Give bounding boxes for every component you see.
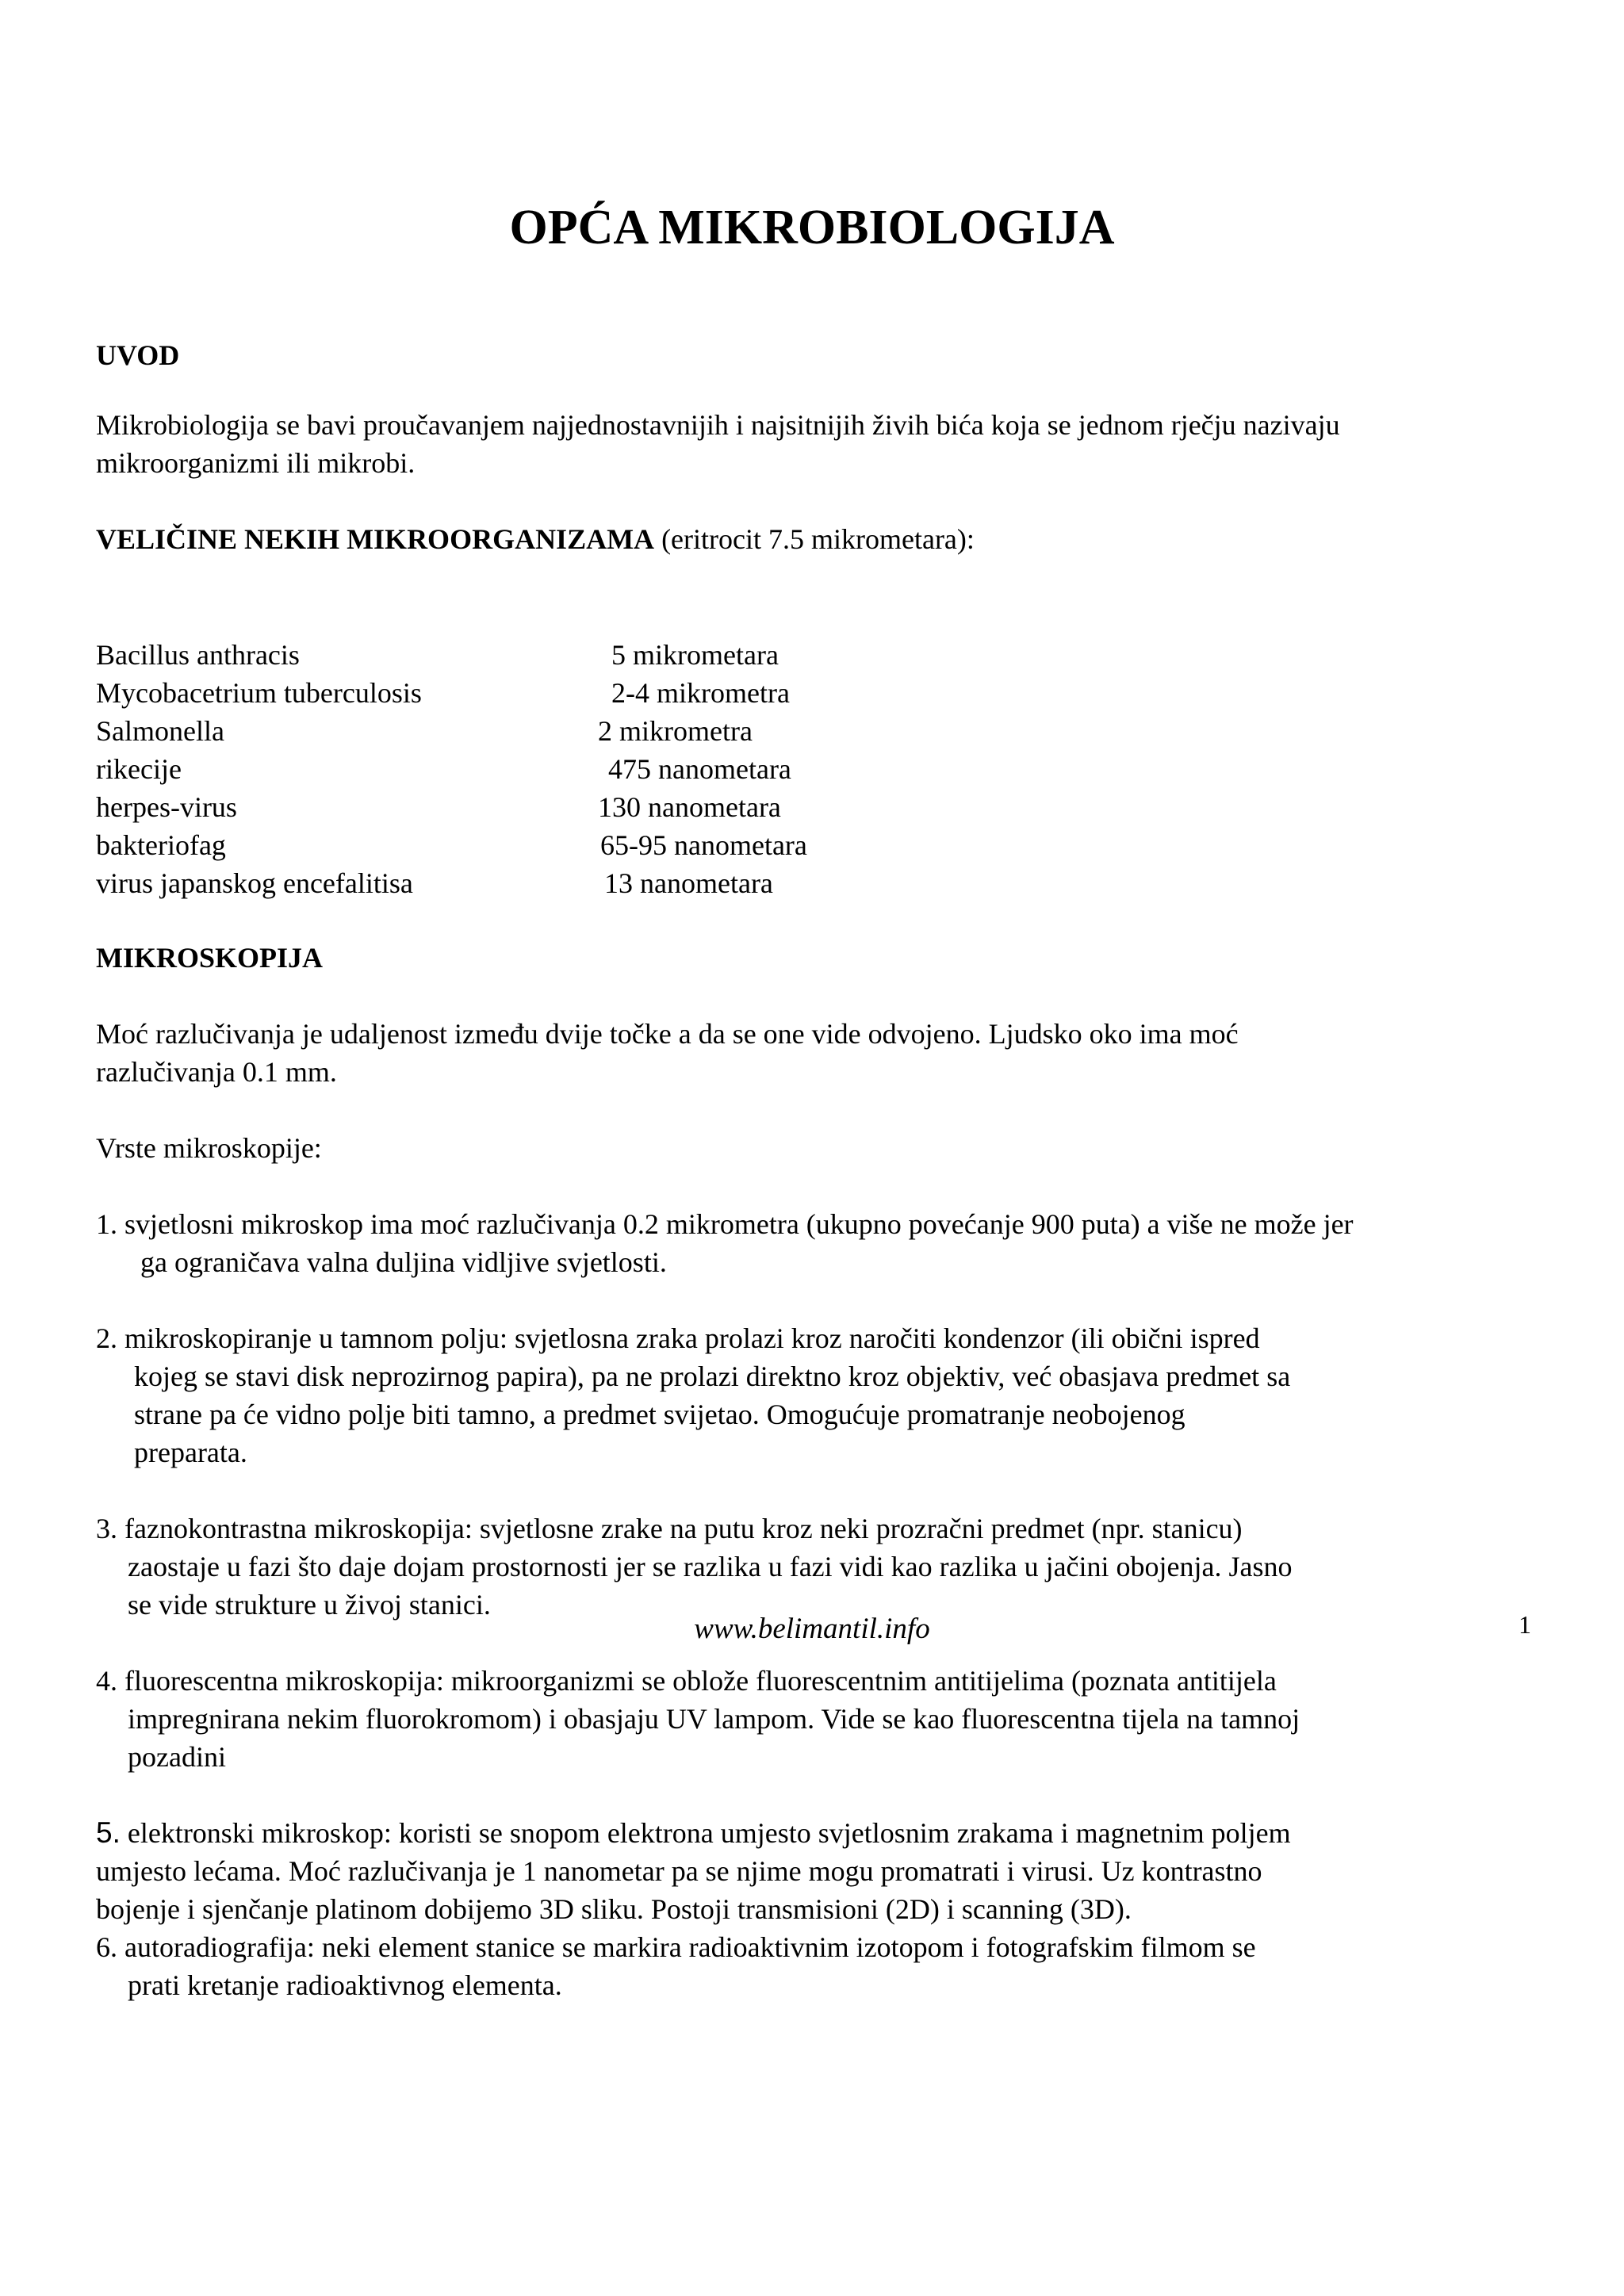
- text-line: prati kretanje radioaktivnog elementa.: [128, 1969, 562, 2001]
- list-item-1: [96, 1205, 1354, 1281]
- text-line: 6. autoradiografija: neki element stanice se markira radioaktivnim izotopom i fotografskim filmom se: [96, 1931, 1256, 1963]
- section-heading-velicine: [96, 520, 975, 558]
- vrste-label: Vrste mikroskopije:: [96, 1132, 322, 1164]
- organism-name: bakteriofag: [96, 829, 226, 861]
- organism-name: Bacillus anthracis: [96, 639, 300, 671]
- velicine-heading-bold: VELIČINE NEKIH MIKROORGANIZAMA: [96, 523, 655, 555]
- organism-size: 65-95 nanometara: [600, 829, 807, 861]
- text-line: mikroorganizmi ili mikrobi.: [96, 447, 416, 479]
- text-line: se vide strukture u živoj stanici.: [128, 1589, 491, 1621]
- text-line: ga ograničava valna duljina vidljive svjetlosti.: [140, 1246, 667, 1278]
- text-line: Mikrobiologija se bavi proučavanjem najjednostavnijih i najsitnijih živih bića koja se jednom rječju nazivaju: [96, 409, 1340, 441]
- page-number: 1: [1519, 1610, 1531, 1639]
- organism-name: Salmonella: [96, 715, 224, 747]
- text-line: 2. mikroskopiranje u tamnom polju: svjetlosna zraka prolazi kroz naročiti kondenzor (ili obični ispred: [96, 1322, 1260, 1354]
- list-item-6: [96, 1928, 1256, 2004]
- text-line: preparata.: [134, 1437, 247, 1468]
- list-number-5: 5.: [96, 1816, 121, 1849]
- text-line: Moć razlučivanja je udaljenost između dvije točke a da se one vide odvojeno. Ljudsko oko ima moć: [96, 1018, 1239, 1050]
- text-line: bojenje i sjenčanje platinom dobijemo 3D sliku. Postoji transmisioni (2D) i scanning (3D).: [96, 1893, 1132, 1925]
- text-line: umjesto lećama. Moć razlučivanja je 1 nanometar pa se njime mogu promatrati i virusi. Uz kontrastno: [96, 1855, 1262, 1887]
- text-line: strane pa će vidno polje biti tamno, a predmet svijetao. Omogućuje promatranje neobojenog: [134, 1399, 1185, 1430]
- text-line: zaostaje u fazi što daje dojam prostornosti jer se razlika u fazi vidi kao razlika u jačini obojenja. Jasno: [128, 1551, 1293, 1582]
- uvod-paragraph: [96, 406, 1340, 482]
- list-item-4: [96, 1662, 1300, 1776]
- item5-first-line: elektronski mikroskop: koristi se snopom elektrona umjesto svjetlosnim zrakama i magnetnim poljem: [120, 1817, 1291, 1849]
- organism-size: 5 mikrometara: [611, 639, 779, 671]
- page-title: OPĆA MIKROBIOLOGIJA: [509, 201, 1115, 254]
- section-heading-mikroskopija: MIKROSKOPIJA: [96, 942, 324, 974]
- mikroskopija-intro: [96, 1015, 1239, 1091]
- list-item-2: [96, 1319, 1290, 1471]
- organism-name: herpes-virus: [96, 791, 237, 823]
- text-line: pozadini: [128, 1741, 226, 1773]
- text-line: [96, 1814, 1291, 1852]
- section-heading-uvod: UVOD: [96, 339, 180, 371]
- organism-size: 475 nanometara: [608, 753, 791, 785]
- text-line: razlučivanja 0.1 mm.: [96, 1056, 337, 1088]
- organism-size: 130 nanometara: [598, 791, 781, 823]
- organism-name: Mycobacetrium tuberculosis: [96, 677, 422, 709]
- text-line: 1. svjetlosni mikroskop ima moć razlučivanja 0.2 mikrometra (ukupno povećanje 900 puta) a više ne može jer: [96, 1208, 1354, 1240]
- footer-url[interactable]: www.belimantil.info: [694, 1613, 930, 1645]
- organism-name: virus japanskog encefalitisa: [96, 867, 413, 899]
- organism-size: 2 mikrometra: [598, 715, 753, 747]
- velicine-heading-note: (eritrocit 7.5 mikrometara):: [654, 523, 975, 555]
- list-item-3: [96, 1510, 1293, 1624]
- text-line: impregnirana nekim fluorokromom) i obasjaju UV lampom. Vide se kao fluorescentna tijela na tamnoj: [128, 1703, 1300, 1735]
- text-line: 3. faznokontrastna mikroskopija: svjetlosne zrake na putu kroz neki prozračni predmet (npr. stanicu): [96, 1513, 1243, 1544]
- organism-size: 13 nanometara: [604, 867, 773, 899]
- list-item-5: [96, 1814, 1291, 1928]
- organism-size: 2-4 mikrometra: [611, 677, 790, 709]
- text-line: kojeg se stavi disk neprozirnog papira), pa ne prolazi direktno kroz objektiv, već obasjava predmet sa: [134, 1360, 1291, 1392]
- organism-name: rikecije: [96, 753, 182, 785]
- text-line: 4. fluorescentna mikroskopija: mikroorganizmi se oblože fluorescentnim antitijelima (poznata antitijela: [96, 1665, 1277, 1697]
